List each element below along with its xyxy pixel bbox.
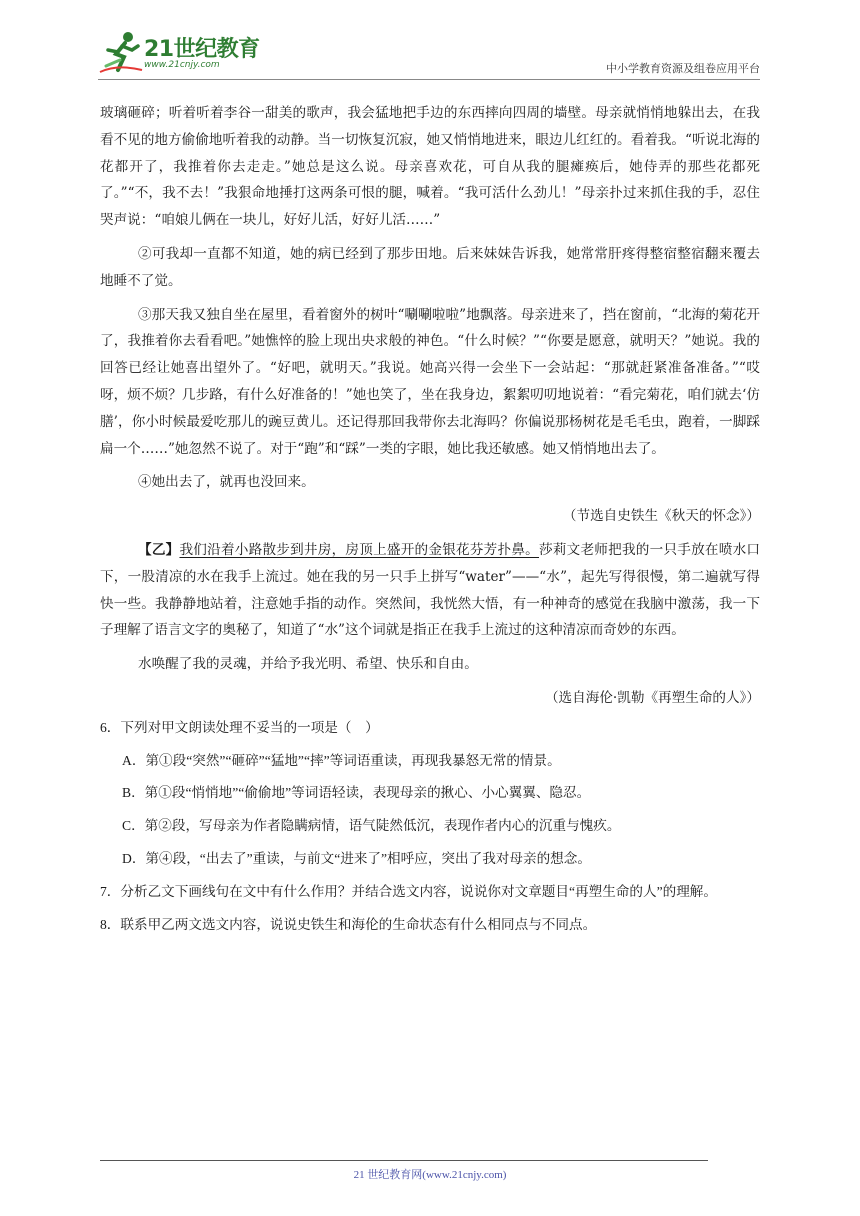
logo bbox=[98, 30, 263, 76]
question-6: 6．下列对甲文朗读处理不妥当的一项是（ ） bbox=[100, 719, 379, 735]
logo-url: www.21cnjy.com bbox=[144, 60, 220, 70]
underlined-sentence: 我们沿着小路散步到井房，房顶上盛开的金银花芬芳扑鼻。 bbox=[179, 541, 539, 558]
footer-link[interactable]: 21 世纪教育网(www.21cnjy.com) bbox=[353, 1169, 507, 1181]
page-header bbox=[98, 28, 760, 80]
yi-label: 【乙】 bbox=[138, 541, 180, 558]
yi-paragraph-1 bbox=[100, 537, 760, 644]
jia-paragraph-2: ②可我却一直都不知道，她的病已经到了那步田地。后来妹妹告诉我，她常常肝疼得整宿整宿翻来覆去地睡不了觉。 bbox=[100, 245, 760, 289]
option-b: B．第①段“悄悄地”“偷偷地”等词语轻读，表现母亲的揪心、小心翼翼、隐忍。 bbox=[122, 785, 591, 801]
jia-paragraph-3: ③那天我又独自坐在屋里，看着窗外的树叶“唰唰啦啦”地飘落。母亲进来了，挡在窗前，“北海的菊花开了，我推着你去看看吧。”她憔悴的脸上现出央求般的神色。“什么时候？”“你要是愿意，就明天？”她说。我的回答已经让她喜出望外了。“好吧，就明天。”我说。她高兴得一会坐下一会站起：“那就赶紧准备准备。”“哎呀，烦不烦？几步路，有什么好准备的！”她也笑了，坐在我身边，絮絮叨叨地说着：“看完菊花，咱们就去‘仿膳’，你小时候最爱吃那儿的豌豆黄儿。还记得那回我带你去北海吗？你偏说那杨树花是毛毛虫，跑着，一脚踩扁一个……”她忽然不说了。对于“跑”和“踩”一类的字眼，她比我还敏感。她又悄悄地出去了。 bbox=[100, 306, 760, 457]
runner-logo-icon bbox=[98, 30, 144, 76]
option-d: D．第④段，“出去了”重读，与前文“进来了”相呼应，突出了我对母亲的想念。 bbox=[122, 850, 591, 866]
jia-paragraph-4: ④她出去了，就再也没回来。 bbox=[138, 474, 315, 491]
jia-paragraph-1: 玻璃砸碎；听着听着李谷一甜美的歌声，我会猛地把手边的东西摔向四周的墙壁。母亲就悄悄地躲出去，在我看不见的地方偷偷地听着我的动静。当一切恢复沉寂，她又悄悄地进来，眼边儿红红的。看着我。“听说北海的花都开了，我推着你去走走。”她总是这么说。母亲喜欢花，可自从我的腿瘫痪后，她侍弄的那些花都死了。”“不，我不去！”我狠命地捶打这两条可恨的腿，喊着。“我可活什么劲儿！”母亲扑过来抓住我的手，忍住哭声说：“咱娘儿俩在一块儿，好好儿活，好好儿活……” bbox=[100, 105, 760, 229]
yi-paragraph-rest: 莎莉文老师把我的一只手放在喷水口下，一股清凉的水在我手上流过。她在我的另一只手上拼写“water”——“水”，起先写得很慢，第二遍就写得快一些。我静静地站着，注意她手指的动作。突然间，我恍然大悟，有一种神奇的感觉在我脑中激荡，我一下子理解了语言文字的奥秘了，知道了“水”这个词就是指正在我手上流过的这种清凉而奇妙的东西。 bbox=[100, 541, 761, 639]
document-body bbox=[100, 100, 760, 938]
option-c: C．第②段，写母亲为作者隐瞒病情，语气陡然低沉，表现作者内心的沉重与愧疚。 bbox=[122, 818, 621, 834]
yi-source: （选自海伦·凯勒《再塑生命的人》） bbox=[544, 689, 760, 706]
footer-divider bbox=[100, 1160, 708, 1161]
yi-paragraph-2: 水唤醒了我的灵魂，并给予我光明、希望、快乐和自由。 bbox=[138, 656, 478, 673]
question-8: 8．联系甲乙两文选文内容，说说史铁生和海伦的生命状态有什么相同点与不同点。 bbox=[100, 916, 597, 932]
header-divider bbox=[98, 79, 760, 80]
platform-name: 中小学教育资源及组卷应用平台 bbox=[606, 62, 760, 75]
option-a: A．第①段“突然”“砸碎”“猛地”“摔”等词语重读，再现我暴怒无常的情景。 bbox=[122, 752, 561, 768]
jia-source: （节选自史铁生《秋天的怀念》） bbox=[562, 508, 760, 525]
question-7: 7．分析乙文下画线句在文中有什么作用？并结合选文内容，说说你对文章题目“再塑生命的人”的理解。 bbox=[100, 883, 717, 899]
logo-text: 21世纪教育 bbox=[144, 37, 260, 62]
